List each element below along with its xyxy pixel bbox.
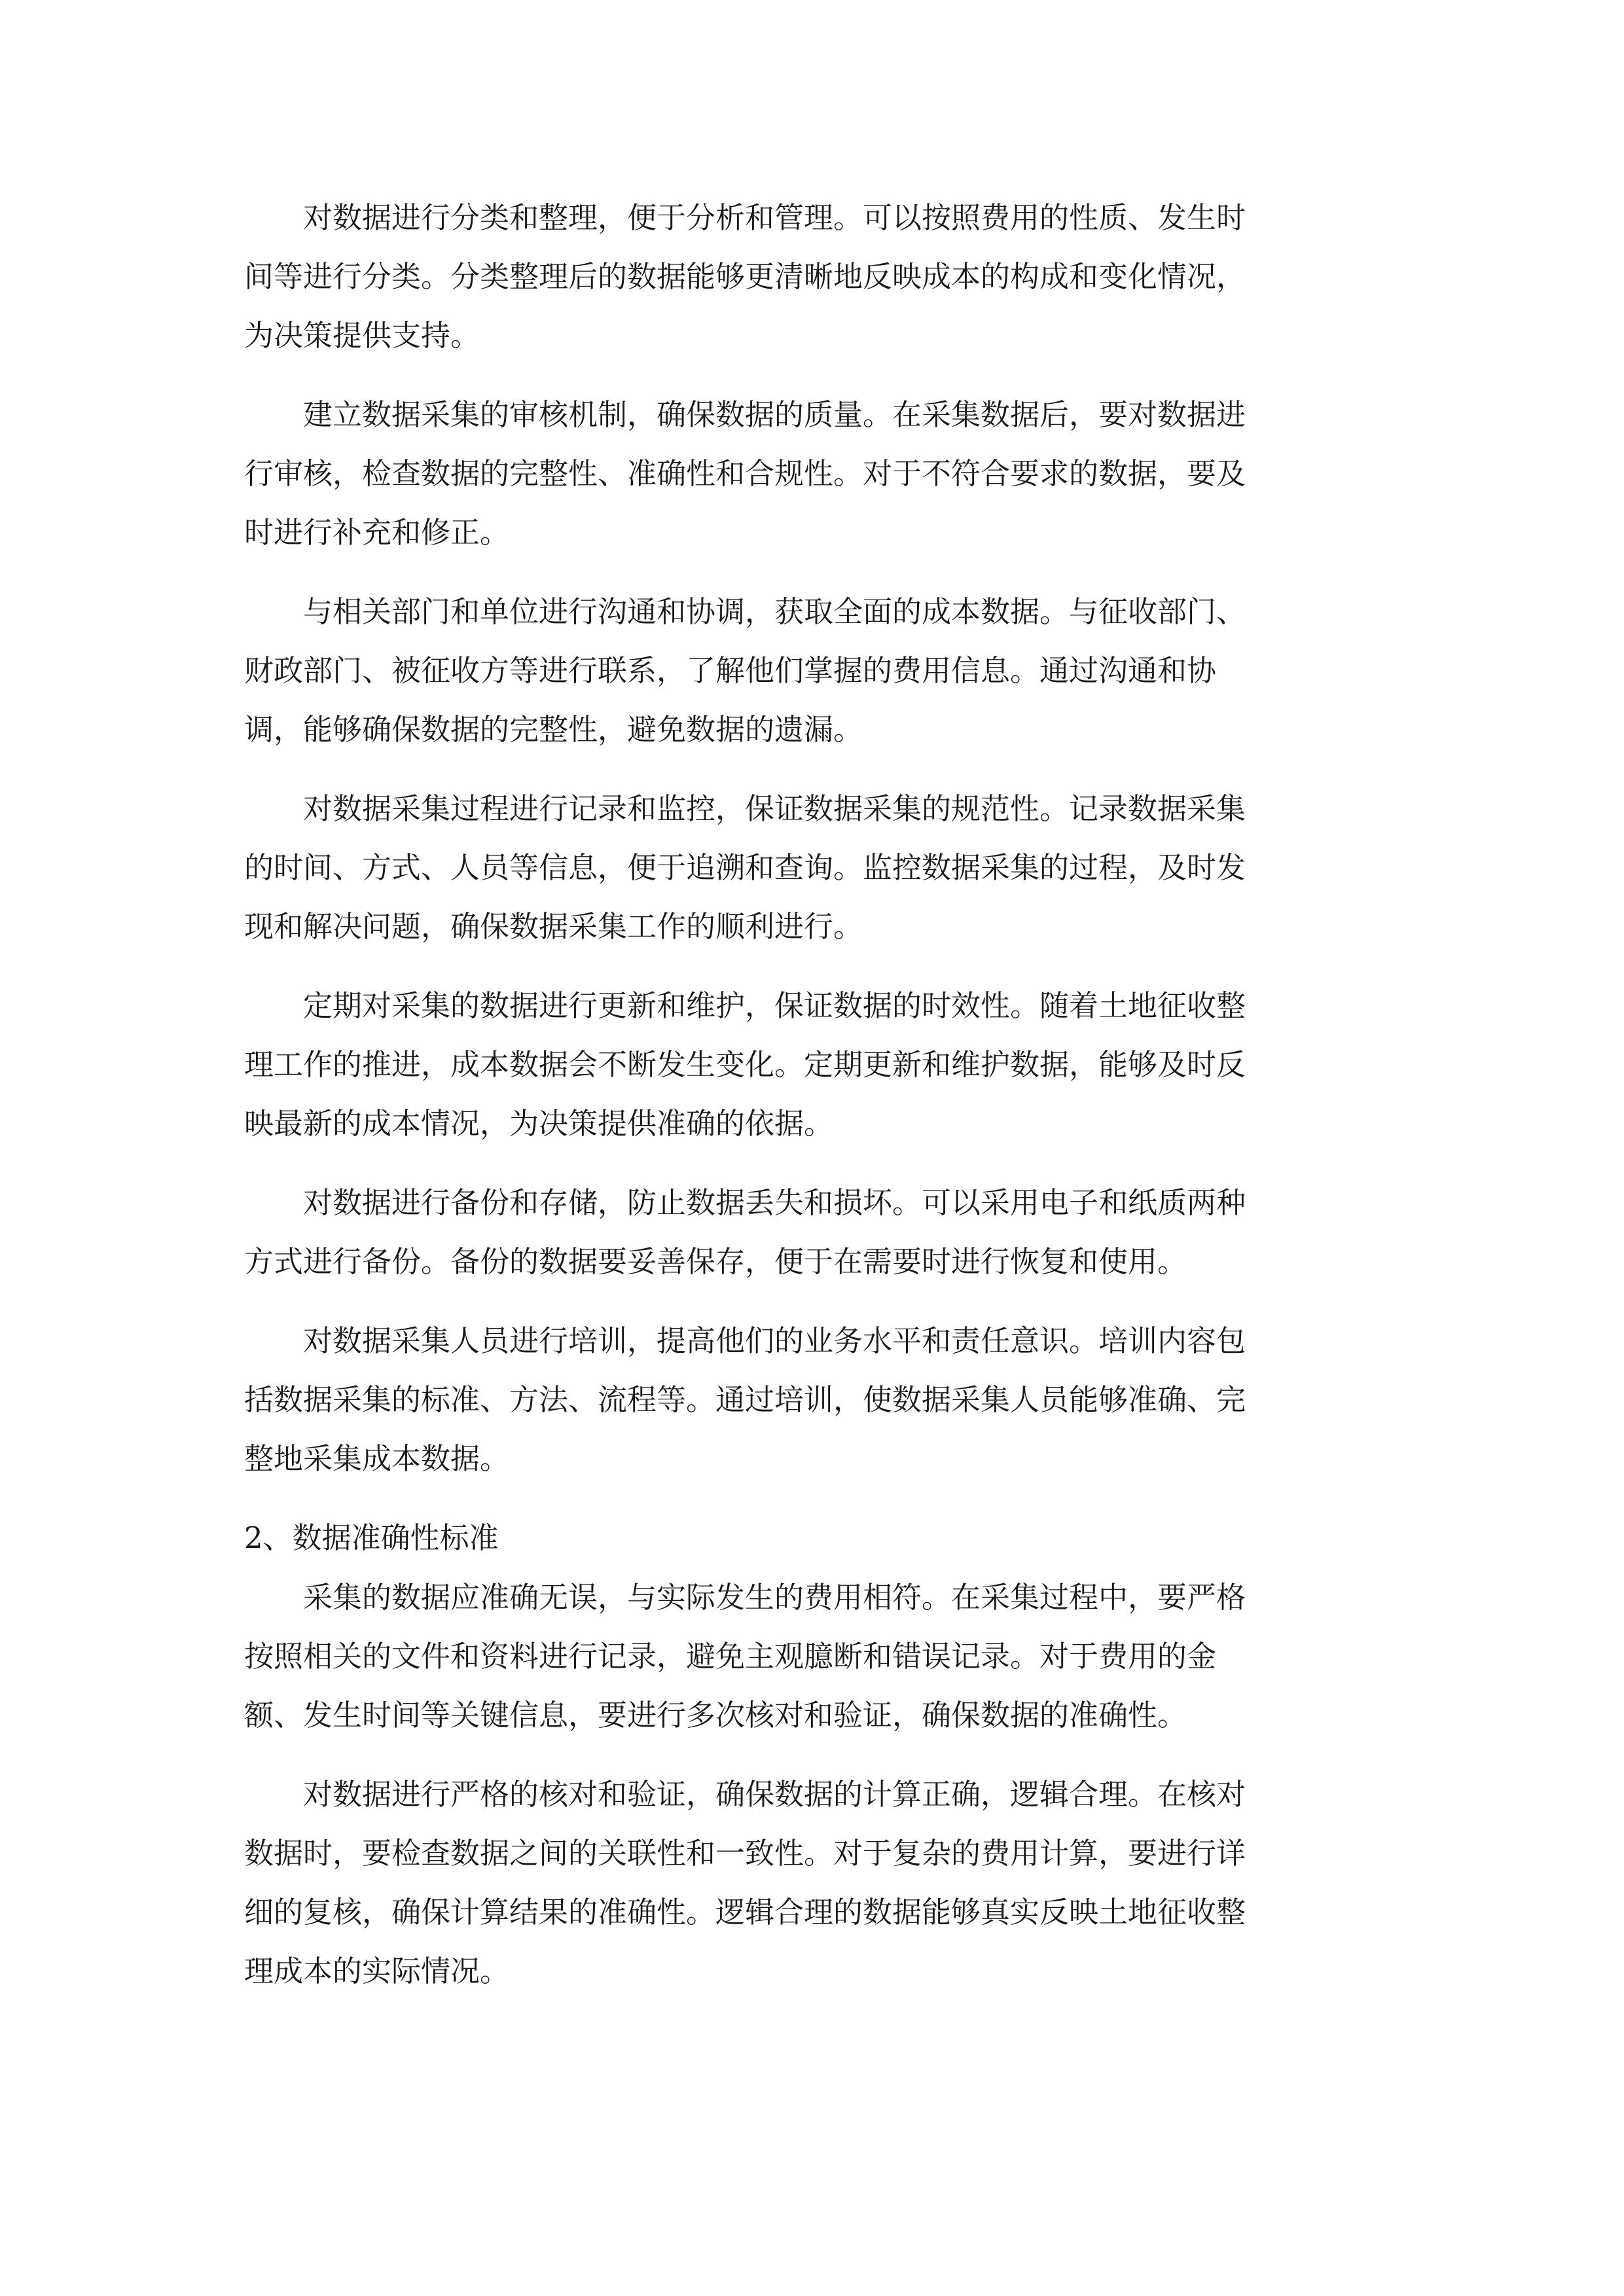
paragraph-line: 行审核，检查数据的完整性、准确性和合规性。对于不符合要求的数据，要及 [244,456,1246,491]
paragraph-line: 按照相关的文件和资料进行记录，避免主观臆断和错误记录。对于费用的金 [244,1639,1217,1674]
paragraph-line: 理成本的实际情况。 [244,1954,510,1988]
paragraph-line: 财政部门、被征收方等进行联系，了解他们掌握的费用信息。通过沟通和协 [244,653,1217,688]
paragraph-line: 为决策提供支持。 [244,318,480,353]
paragraph-line: 建立数据采集的审核机制，确保数据的质量。在采集数据后，要对数据进 [303,397,1246,432]
section-heading: 2、数据准确性标准 [244,1520,499,1555]
paragraph-line: 的时间、方式、人员等信息，便于追溯和查询。监控数据采集的过程，及时发 [244,850,1246,885]
paragraph-line: 对数据进行分类和整理，便于分析和管理。可以按照费用的性质、发生时 [303,200,1246,235]
paragraph-line: 对数据采集人员进行培训，提高他们的业务水平和责任意识。培训内容包 [303,1323,1246,1358]
paragraph-line: 数据时，要检查数据之间的关联性和一致性。对于复杂的费用计算，要进行详 [244,1836,1246,1871]
paragraph-line: 映最新的成本情况，为决策提供准确的依据。 [244,1106,834,1141]
paragraph-line: 括数据采集的标准、方法、流程等。通过培训，使数据采集人员能够准确、完 [244,1382,1246,1417]
paragraph-line: 调，能够确保数据的完整性，避免数据的遗漏。 [244,712,863,747]
paragraph-line: 对数据进行备份和存储，防止数据丢失和损坏。可以采用电子和纸质两种 [303,1185,1246,1220]
paragraph-line: 对数据进行严格的核对和验证，确保数据的计算正确，逻辑合理。在核对 [303,1777,1246,1812]
paragraph-line: 理工作的推进，成本数据会不断发生变化。定期更新和维护数据，能够及时反 [244,1047,1246,1082]
paragraph-line: 时进行补充和修正。 [244,515,510,550]
paragraph-line: 细的复核，确保计算结果的准确性。逻辑合理的数据能够真实反映土地征收整 [244,1895,1246,1929]
paragraph-line: 与相关部门和单位进行沟通和协调，获取全面的成本数据。与征收部门、 [303,594,1246,629]
paragraph-line: 现和解决问题，确保数据采集工作的顺利进行。 [244,909,863,944]
paragraph-line: 对数据采集过程进行记录和监控，保证数据采集的规范性。记录数据采集 [303,791,1246,826]
paragraph-line: 定期对采集的数据进行更新和维护，保证数据的时效性。随着土地征收整 [303,988,1246,1023]
paragraph-line: 间等进行分类。分类整理后的数据能够更清晰地反映成本的构成和变化情况， [244,259,1246,294]
paragraph-line: 整地采集成本数据。 [244,1441,510,1476]
paragraph-line: 方式进行备份。备份的数据要妥善保存，便于在需要时进行恢复和使用。 [244,1244,1187,1279]
paragraph-line: 采集的数据应准确无误，与实际发生的费用相符。在采集过程中，要严格 [303,1580,1246,1615]
paragraph-line: 额、发生时间等关键信息，要进行多次核对和验证，确保数据的准确性。 [244,1698,1187,1732]
